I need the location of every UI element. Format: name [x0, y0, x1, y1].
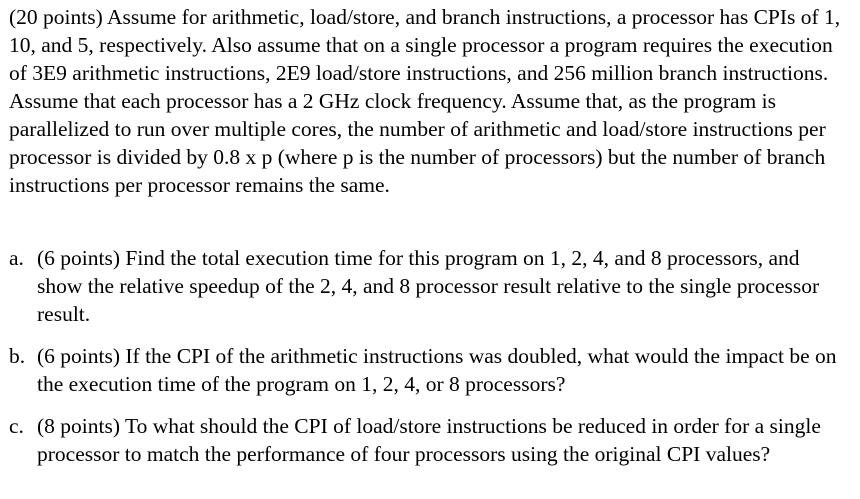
part-b-marker: b.	[9, 344, 26, 368]
question-part-b	[9, 342, 849, 398]
problem-statement: (20 points) Assume for arithmetic, load/store, and branch instructions, a processor has CPIs of 1, 10, and 5, respectively. Also assume that on a single processor a program requires the execution of 3E9 arithmetic instructions, 2E9 load/store instructions, and 256 million branch instructions. Assume that each processor has a 2 GHz clock frequency. Assume that, as the program is parallelized to run over multiple cores, the number of arithmetic and load/store instructions per processor is divided by 0.8 x p (where p is the number of processors) but the number of branch instructions per processor remains the same.	[9, 5, 841, 197]
part-b-text: (6 points) If the CPI of the arithmetic instructions was doubled, what would the impact be on the execution time of the program on 1, 2, 4, or 8 processors?	[37, 344, 837, 396]
question-part-a	[9, 244, 849, 328]
part-c-text: (8 points) To what should the CPI of load/store instructions be reduced in order for a single processor to match the performance of four processors using the original CPI values?	[37, 414, 821, 466]
part-c-marker: c.	[9, 414, 24, 438]
part-a-text: (6 points) Find the total execution time for this program on 1, 2, 4, and 8 processors, and show the relative speedup of the 2, 4, and 8 processor result relative to the single processor result.	[37, 246, 820, 326]
question-parts-list	[9, 244, 849, 483]
question-part-c	[9, 412, 849, 468]
part-a-marker: a.	[9, 246, 24, 270]
